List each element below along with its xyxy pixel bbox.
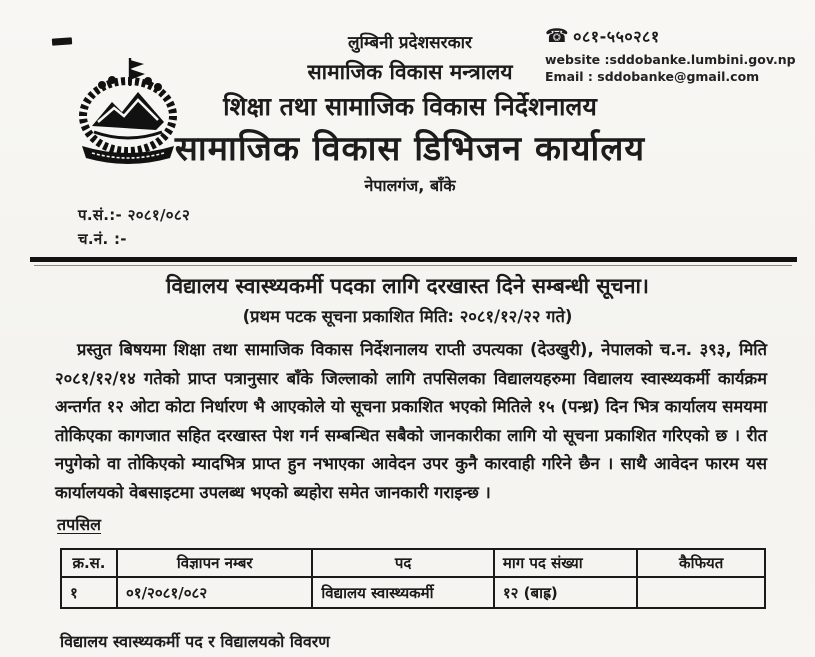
notice-title: विद्यालय स्वास्थ्यकर्मी पदका लागि दरखास्त दिने सम्बन्धी सूचना। [166,274,649,298]
reference-block [78,203,190,251]
header-post: पद [312,549,493,577]
detail-section-heading: विद्यालय स्वास्थ्यकर्मी पद र विद्यालयको विवरण [60,632,330,651]
office-title: सामाजिक विकास डिभिजन कार्यालय [174,129,646,169]
website-label: website : [545,52,610,67]
vacancy-table [60,548,766,609]
header-divider-thick [30,257,797,262]
email-row [545,68,805,85]
notice-publish-date-line: (प्रथम पटक सूचना प्रकाशित मिति: २०८१/१२/२२ गते) [242,307,573,326]
header-remarks: कैफियत [637,549,765,577]
province-government-line: लुम्बिनी प्रदेशसरकार [347,33,473,53]
telephone-icon: ☎ [545,25,570,47]
cell-advertisement-number: ०१/२०८१/०८२ [117,577,312,608]
table-header-row [61,549,765,577]
phone-number: ०८१-५५०२८१ [573,27,660,46]
cell-post: विद्यालय स्वास्थ्यकर्मी [312,577,493,608]
tapasil-label: तपसिल [57,515,102,534]
cell-remarks [637,577,765,608]
header-serial-number: क्र.स. [61,549,117,577]
directorate-line: शिक्षा तथा सामाजिक विकास निर्देशनालय [223,92,597,121]
table-row [61,577,765,608]
cell-serial-number: १ [61,577,117,608]
contact-block [545,25,805,85]
email-address: sddobanke@gmail.com [597,69,760,84]
cell-demand-count: १२ (बाह्र) [494,577,637,608]
website-url: sddobanke.lumbini.gov.np [609,52,796,67]
header-advertisement-number: विज्ञापन नम्बर [117,549,312,577]
email-label: Email : [545,69,598,84]
scan-artifact-mark [52,37,72,45]
chalani-number: च.नं. :- [78,230,127,248]
header-demand-count: माग पद संख्या [494,549,637,577]
ministry-line: सामाजिक विकास मन्त्रालय [307,60,513,84]
website-row [545,51,805,68]
notice-body-paragraph: प्रस्तुत बिषयमा शिक्षा तथा सामाजिक विकास निर्देशनालय राप्ती उपत्यका (देउखुरी), नेपालको च.न. ३९३, मिति २०८१/१२/१४ गतेको प्राप्त पत्रानुसार बाँके जिल्लाको लागि तपसिलका विद्यालयहरुमा विद्यालय स्वास्थ्यकर्मी कार्यक्रम अन्तर्गत १२ ओटा कोटा निर्धारण भै आएकोले यो सूचना प्रकाशित भएको मितिले १५ (पन्ध्र) दिन भित्र कार्यालय समयमा तोकिएका कागजात सहित दरखास्त पेश गर्न सम्बन्धित सबैको जानकारीका लागि यो सूचना प्रकाशित गरिएको छ । रीत नपुगेको वा तोकिएको म्यादभित्र प्राप्त हुन नभाएका आवेदन उपर कुनै कारवाही गरिने छैन । साथै आवेदन फारम यस कार्यालयको वेबसाइटमा उपलब्ध भएको ब्यहोरा समेत जानकारी गराइन्छ । [55,340,767,502]
header-divider-thin [34,265,792,266]
phone-row [545,25,805,47]
ref-number: प.सं.:- २०८१/०८२ [78,206,191,224]
office-location: नेपालगंज, बाँके [364,176,456,195]
